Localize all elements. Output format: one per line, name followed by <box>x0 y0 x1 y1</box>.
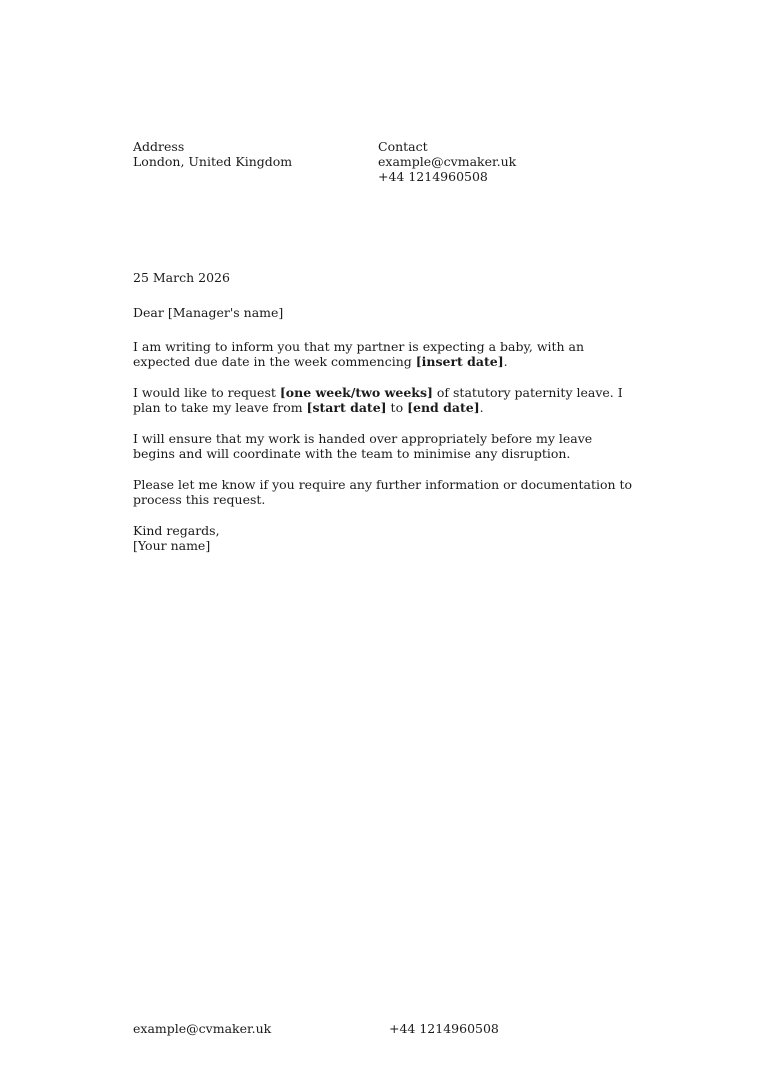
letter-date: 25 March 2026 <box>133 270 230 285</box>
start-date-placeholder: [start date] <box>306 400 387 415</box>
footer-email: example@cvmaker.uk <box>133 1021 272 1036</box>
letter-greeting: Dear [Manager's name] <box>133 305 284 320</box>
footer-phone: +44 1214960508 <box>389 1021 499 1036</box>
insert-date-placeholder: [insert date] <box>415 354 504 369</box>
contact-email: example@cvmaker.uk <box>378 154 517 169</box>
letter-body <box>133 270 633 569</box>
leave-duration-placeholder: [one week/two weeks] <box>279 385 433 400</box>
end-date-placeholder: [end date] <box>407 400 480 415</box>
paragraph-due-date-text: I am writing to inform you that my partner is expecting a baby, with an expected due date in the week commencing <box>133 339 585 369</box>
contact-label: Contact <box>378 139 428 154</box>
paragraph-leave-text-a: I would like to request <box>133 385 280 400</box>
paragraph-further-info: Please let me know if you require any further information or documentation to process this request. <box>133 477 633 507</box>
paragraph-leave-request <box>133 385 633 415</box>
contact-phone: +44 1214960508 <box>378 169 488 184</box>
address-label: Address <box>133 139 185 154</box>
paragraph-due-date <box>133 339 633 369</box>
paragraph-leave-text-c: to <box>386 400 408 415</box>
contact-block <box>378 139 516 184</box>
letter-signature: [Your name] <box>133 538 211 553</box>
letter-closing: Kind regards, <box>133 523 220 538</box>
paragraph-due-date-end: . <box>503 354 508 369</box>
address-value: London, United Kingdom <box>133 154 293 169</box>
paragraph-leave-end: . <box>479 400 484 415</box>
letter-signoff <box>133 523 633 553</box>
paragraph-handover: I will ensure that my work is handed over appropriately before my leave begins and will coordinate with the team to minimise any disruption. <box>133 431 593 461</box>
paragraph-leave-text-b: of statutory paternity leave. I plan to take my leave from <box>133 385 623 415</box>
address-block <box>133 139 292 169</box>
